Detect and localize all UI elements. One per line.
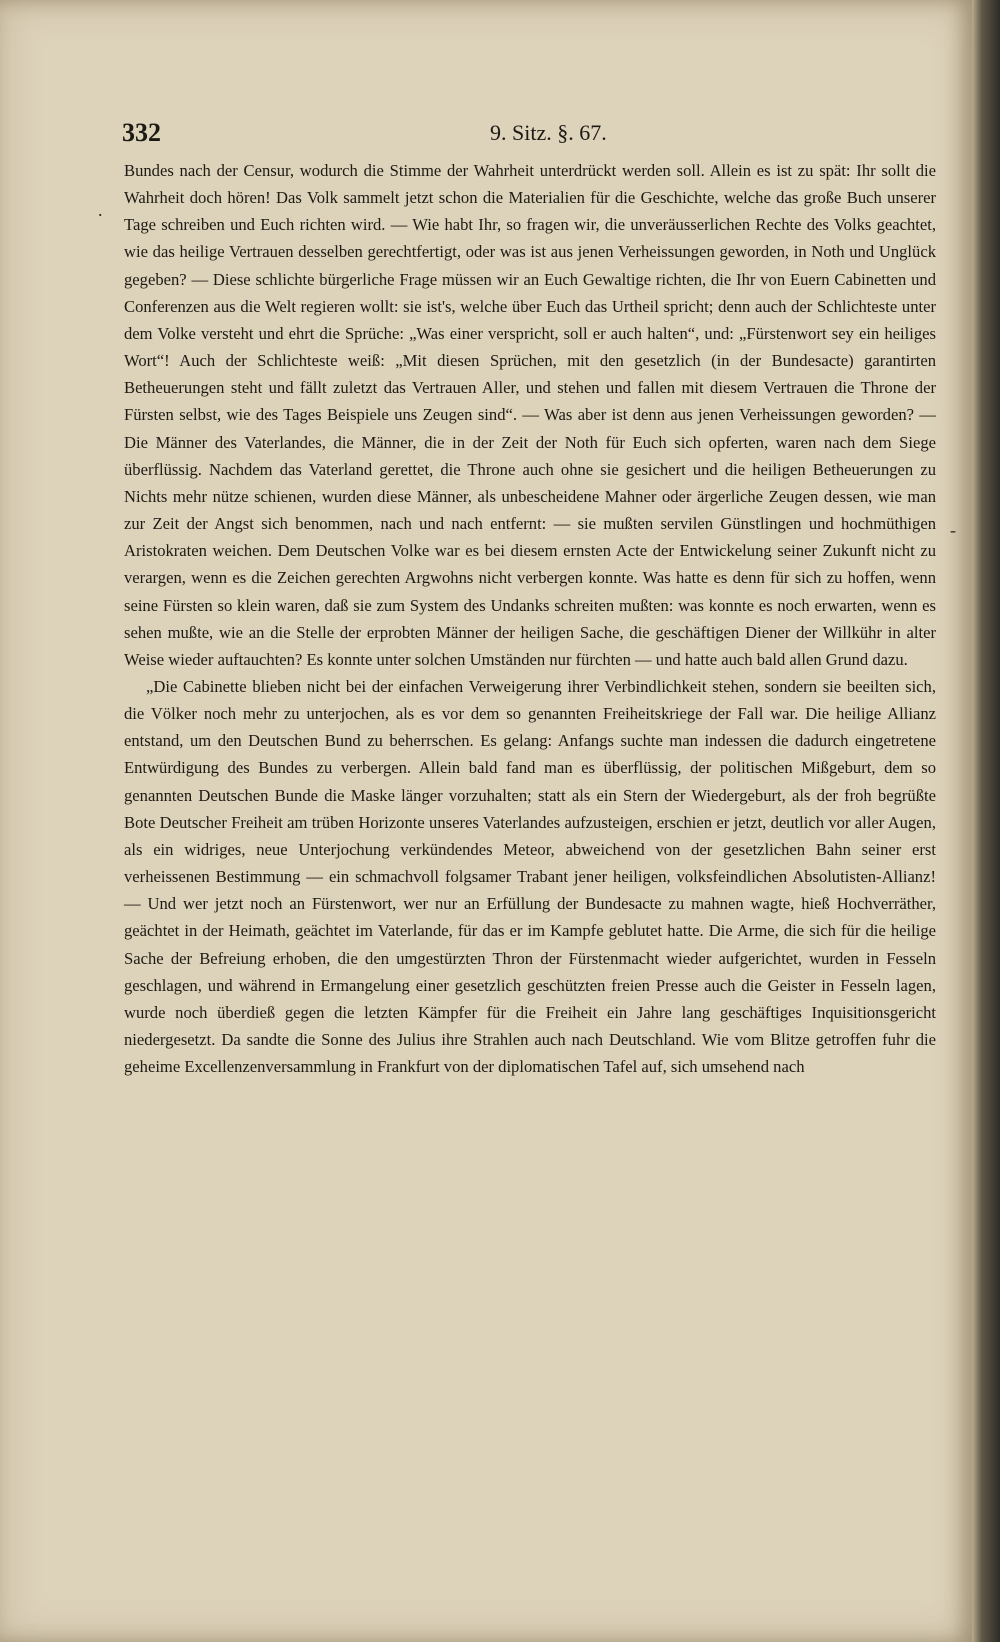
running-head: 9. Sitz. §. 67. xyxy=(490,120,607,145)
body-text xyxy=(124,157,936,1080)
right-margin-mark: - xyxy=(950,520,956,540)
page-header xyxy=(0,118,972,158)
left-margin-mark: . xyxy=(98,200,103,220)
paragraph-2: „Die Cabinette blieben nicht bei der einfachen Verweigerung ihrer Verbindlichkeit stehen, sondern sie beeilten sich, die Völker noch mehr zu unterjochen, als es vor dem so genannten Freiheitskriege der Fall war. Die heilige Allianz entstand, um den Deutschen Bund zu beherrschen. Es gelang: Anfangs suchte man indessen die dadurch eingetretene Entwürdigung des Bundes zu verbergen. Allein bald fand man es überflüssig, der politischen Mißgeburt, dem so genannten Deutschen Bunde die Maske länger vorzuhalten; statt als ein Stern der Wiedergeburt, als der froh begrüßte Bote Deutscher Freiheit am trüben Horizonte unseres Vaterlandes aufzusteigen, erschien er jetzt, deutlich vor aller Augen, als ein widriges, neue Unterjochung verkündendes Meteor, abweichend von der gesetzlichen Bahn seiner erst verheissenen Bestimmung — ein schmachvoll folgsamer Trabant jener heiligen, volksfeindlichen Absolutisten-Allianz! — Und wer jetzt noch an Fürstenwort, wer nur an Erfüllung der Bundesacte zu mahnen wagte, hieß Hochverräther, geächtet in der Heimath, geächtet im Vaterlande, für das er im Kampfe geblutet hatte. Die Arme, die sich für die heilige Sache der Befreiung erhoben, die den umgestürzten Thron der Fürstenmacht wieder aufgerichtet, wurden in Fesseln geschlagen, und während in Ermangelung einer gesetzlich geschützten freien Presse auch die Geister in Fesseln lagen, wurde noch überdieß gegen die letzten Kämpfer für die Freiheit ein Jahre lang geschäftiges Inquisitionsgericht niedergesetzt. Da sandte die Sonne des Julius ihre Strahlen auch nach Deutschland. Wie vom Blitze getroffen fuhr die geheime Excellenzenversammlung in Frankfurt von der diplomatischen Tafel auf, sich umsehend nach xyxy=(124,676,936,1077)
page-edge-shadow xyxy=(972,0,1000,1642)
paragraph-1: Bundes nach der Censur, wodurch die Stimme der Wahrheit unterdrückt werden soll. Allein es ist zu spät: Ihr sollt die Wahrheit doch hören! Das Volk sammelt jetzt schon die Materialien für die Geschichte, welche das große Buch unserer Tage schreiben und Euch richten wird. — Wie habt Ihr, so fragen wir, die unveräusserlichen Rechte des Volks geachtet, wie das heilige Vertrauen desselben gerechtfertigt, oder was ist aus jenen Verheissungen geworden, in Noth und Unglück gegeben? — Diese schlichte bürgerliche Frage müssen wir an Euch Gewaltige richten, die Ihr von Euern Cabinetten und Conferenzen aus die Welt regieren wollt: sie ist's, welche über Euch das Urtheil spricht; denn auch der Schlichteste unter dem Volke versteht und ehrt die Sprüche: „Was einer verspricht, soll er auch halten“, und: „Fürstenwort sey ein heiliges Wort“! Auch der Schlichteste weiß: „Mit diesen Sprüchen, mit den gesetzlich (in der Bundesacte) garantirten Betheuerungen steht und fällt zuletzt das Vertrauen Aller, und stehen und fallen mit diesem Vertrauen die Throne der Fürsten selbst, wie des Tages Beispiele uns Zeugen sind“. — Was aber ist denn aus jenen Verheissungen geworden? — Die Männer des Vaterlandes, die Männer, die in der Zeit der Noth für Euch sich opferten, waren nach dem Siege überflüssig. Nachdem das Vaterland gerettet, die Throne auch ohne sie gesichert und die heiligen Betheuerungen zu Nichts mehr nütze schienen, wurden diese Männer, als unbescheidene Mahner oder ärgerliche Zeugen dessen, wie man zur Zeit der Angst sich benommen, nach und nach entfernt: — sie mußten servilen Günstlingen und hochmüthigen Aristokraten weichen. Dem Deutschen Volke war es bei diesem ernsten Acte der Entwickelung seiner Zukunft nicht zu verargen, wenn es die Zeichen gerechten Argwohns nicht verbergen konnte. Was hatte es denn für sich zu hoffen, wenn seine Fürsten so klein waren, daß sie zum System des Undanks schreiten mußten: was konnte es noch erwarten, wenn es sehen mußte, wie an die Stelle der erprobten Männer der heiligen Sache, die geschäftigen Diener der Willkühr in alter Weise wieder auftauchten? Es konnte unter solchen Umständen nur fürchten — und hatte auch bald allen Grund dazu. xyxy=(124,161,936,669)
page-number: 332 xyxy=(122,118,161,147)
